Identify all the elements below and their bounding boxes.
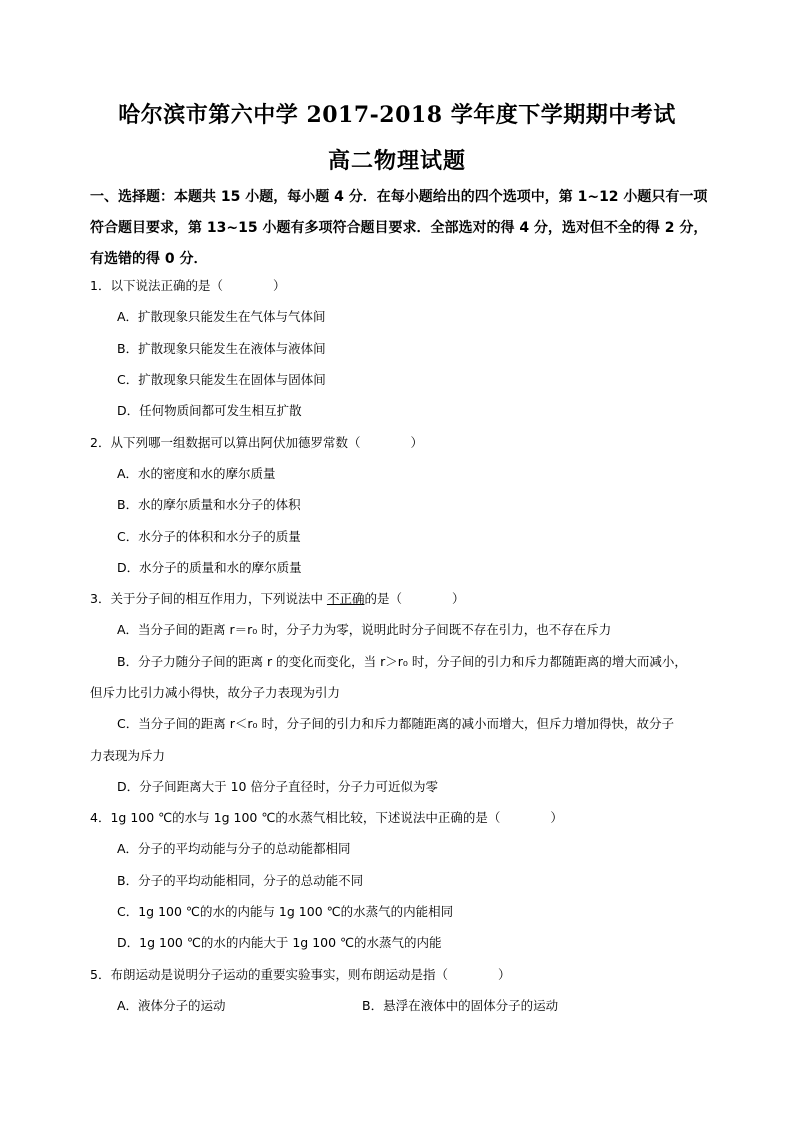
question-4-option-a: A．分子的平均动能与分子的总动能都相同 (117, 841, 351, 856)
question-3-option-c-line2: 力表现为斥力 (90, 748, 166, 763)
question-3-option-c-line1: C．当分子间的距离 r＜r₀ 时，分子间的引力和斥力都随距离的减小而增大，但斥力增加得快，故分子 (117, 716, 674, 731)
question-5-option-b: B．悬浮在液体中的固体分子的运动 (362, 998, 559, 1013)
question-1-option-d: D．任何物质间都可发生相互扩散 (117, 403, 302, 418)
question-3-option-b-line1: B．分子力随分子间的距离 r 的变化而变化，当 r＞r₀ 时，分子间的引力和斥力都随距离的增大而减小， (117, 654, 687, 669)
question-3-option-b-line2: 但斥力比引力减小得快，故分子力表现为引力 (90, 685, 341, 700)
question-5-option-a: A．液体分子的运动 (117, 998, 226, 1013)
question-2-option-d: D．水分子的质量和水的摩尔质量 (117, 560, 302, 575)
question-3-stem (90, 590, 464, 608)
question-1-stem: 1．以下说法正确的是（ ） (90, 278, 286, 293)
question-2-option-a: A．水的密度和水的摩尔质量 (117, 466, 276, 481)
question-1-option-a: A．扩散现象只能发生在气体与气体间 (117, 309, 326, 324)
question-4-option-c: C．1g 100 ℃的水的内能与 1g 100 ℃的水蒸气的内能相同 (117, 904, 454, 919)
question-4-stem: 4．1g 100 ℃的水与 1g 100 ℃的水蒸气相比较，下述说法中正确的是（ ） (90, 810, 563, 825)
question-2-option-c: C．水分子的体积和水分子的质量 (117, 529, 301, 544)
section-instructions: 一、选择题：本题共 15 小题，每小题 4 分．在每小题给出的四个选项中，第 1~12 小题只有一项符合题目要求，第 13~15 小题有多项符合题目要求．全部选对的得 4 分，选对但不全的得 2 分，有选错的得 0 分． (90, 189, 708, 267)
question-4-option-b: B．分子的平均动能相同，分子的总动能不同 (117, 873, 364, 888)
question-1-option-b: B．扩散现象只能发生在液体与液体间 (117, 341, 326, 356)
question-5-stem: 5．布朗运动是说明分子运动的重要实验事实，则布朗运动是指（ ） (90, 967, 511, 982)
question-3-option-a: A．当分子间的距离 r＝r₀ 时，分子力为零，说明此时分子间既不存在引力，也不存在斥力 (117, 622, 612, 637)
question-4-option-d: D．1g 100 ℃的水的内能大于 1g 100 ℃的水蒸气的内能 (117, 935, 442, 950)
question-3-stem-pre: 3．关于分子间的相互作用力，下列说法中 (90, 591, 327, 606)
question-3-stem-post: 的是（ ） (364, 591, 465, 606)
exam-title: 哈尔滨市第六中学 2017-2018 学年度下学期期中考试 (118, 102, 676, 128)
question-3-stem-emphasis: 不正确 (326, 591, 365, 606)
exam-subtitle: 高二物理试题 (327, 148, 466, 174)
question-1-option-c: C．扩散现象只能发生在固体与固体间 (117, 372, 326, 387)
question-2-option-b: B．水的摩尔质量和水分子的体积 (117, 497, 301, 512)
question-2-stem: 2．从下列哪一组数据可以算出阿伏加德罗常数（ ） (90, 435, 423, 450)
question-3-option-d: D．分子间距离大于 10 倍分子直径时，分子力可近似为零 (117, 779, 438, 794)
